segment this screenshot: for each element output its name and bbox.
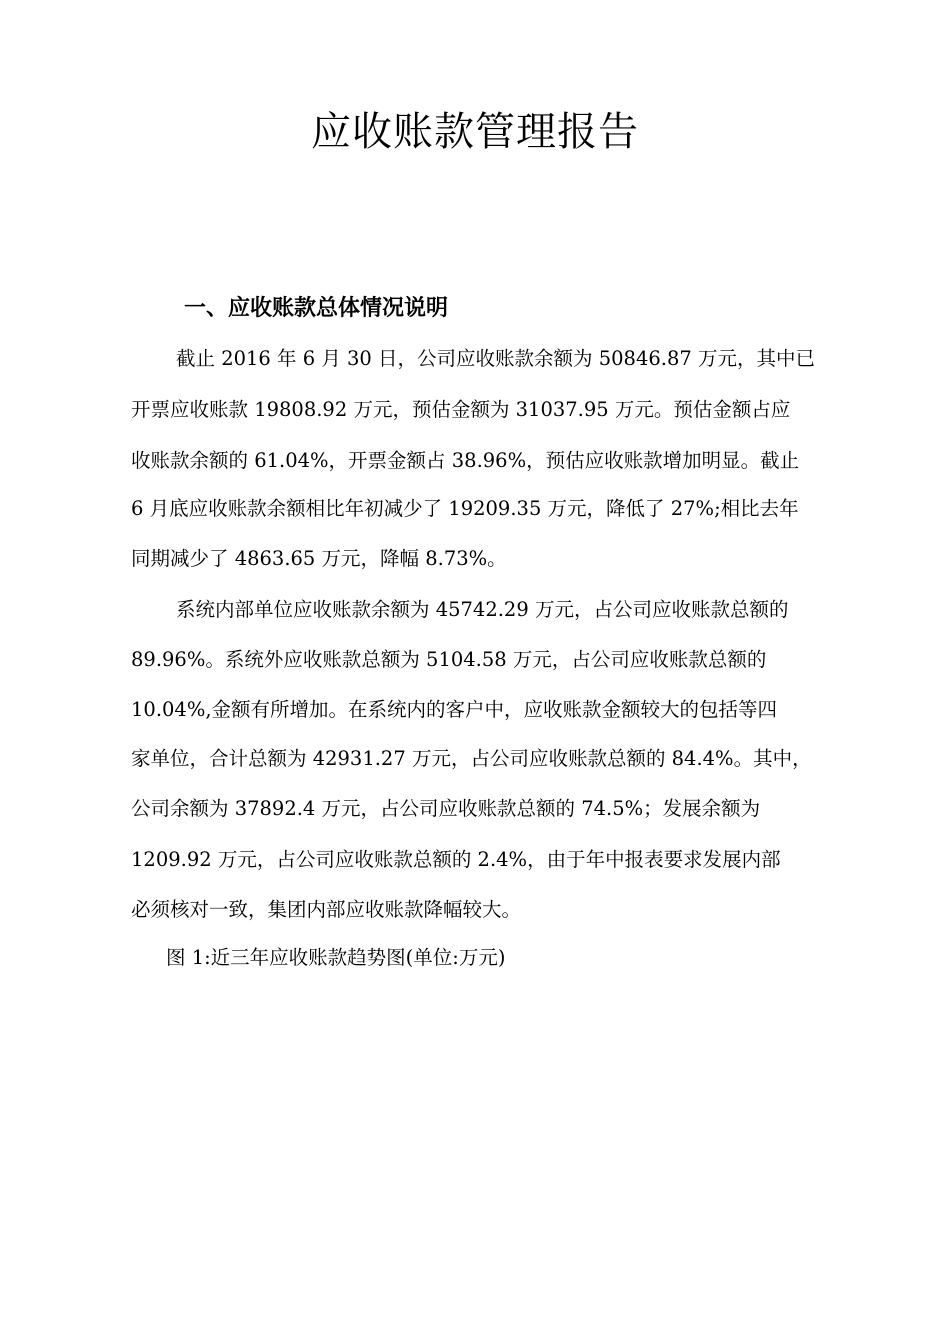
section-heading: 一、应收账款总体情况说明	[184, 295, 449, 321]
document-title: 应收账款管理报告	[311, 109, 639, 155]
paragraph-line: 收账款余额的 61.04%，开票金额占 38.96%，预估应收账款增加明显。截止	[131, 449, 800, 472]
paragraph-line: 开票应收账款 19808.92 万元，预估金额为 31037.95 万元。预估金额占应	[131, 398, 791, 421]
paragraph-line: 6 月底应收账款余额相比年初减少了 19209.35 万元，降低了 27%;相比去年	[131, 497, 799, 520]
paragraph-line: 公司余额为 37892.4 万元，占公司应收账款总额的 74.5%；发展余额为	[131, 797, 761, 820]
paragraph-line: 截止 2016 年 6 月 30 日，公司应收账款余额为 50846.87 万元，其中已	[176, 347, 815, 370]
paragraph-line: 同期减少了 4863.65 万元，降幅 8.73%。	[131, 547, 507, 570]
paragraph-line: 1209.92 万元，占公司应收账款总额的 2.4%，由于年中报表要求发展内部	[131, 848, 781, 871]
paragraph-line: 家单位，合计总额为 42931.27 万元，占公司应收账款总额的 84.4%。其中，	[131, 747, 812, 770]
paragraph-line: 必须核对一致，集团内部应收账款降幅较大。	[131, 898, 522, 921]
paragraph-line: 10.04%,金额有所增加。在系统内的客户中，应收账款金额较大的包括等四	[131, 698, 778, 721]
figure-caption: 图 1:近三年应收账款趋势图(单位:万元)	[166, 946, 506, 969]
paragraph-line: 系统内部单位应收账款余额为 45742.29 万元，占公司应收账款总额的	[176, 598, 789, 621]
paragraph-line: 89.96%。系统外应收账款总额为 5104.58 万元，占公司应收账款总额的	[131, 648, 767, 671]
